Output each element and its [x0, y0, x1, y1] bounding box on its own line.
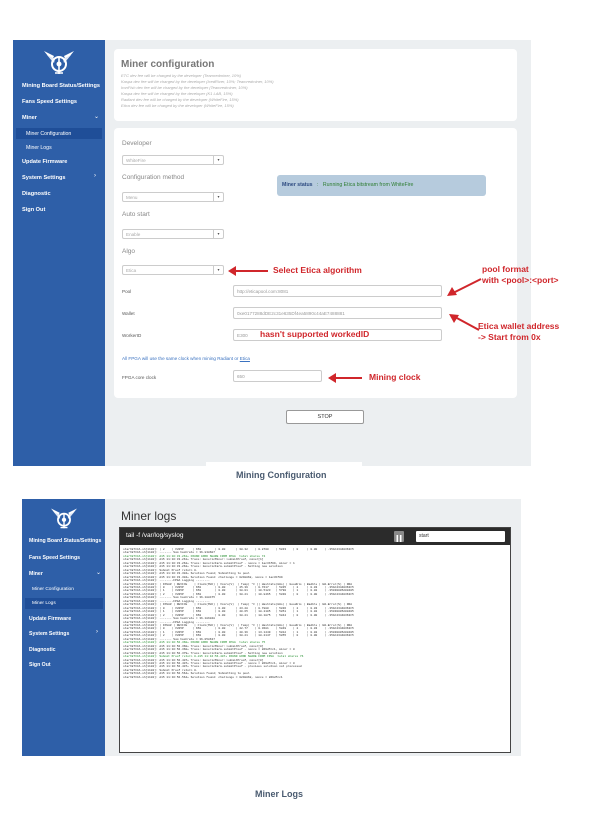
- miner-status-box: [277, 175, 486, 196]
- sidebar-item-mining-board[interactable]: Mining Board Status/Settings: [29, 538, 102, 544]
- dropdown-arrow-icon: ▾: [213, 193, 223, 201]
- status-value: Running Etica bitstream from WhiteFire: [322, 182, 414, 188]
- log-line: startETICA.sh[1102]: d15 11:16:56.564+ Solution found: challenge = 0248868, nonce = 869dfcc1: [123, 675, 283, 679]
- fpga-clock-label: FPGA core clock: [122, 375, 157, 380]
- log-line: startETICA.sh[1102]: | 2 | VU35P | 650 | 0.00 | 38.21 | 18.2147 | 5855 | 0 | 0.00 | .35AC43440363C5: [123, 634, 354, 638]
- configuration-method-label: Configuration method: [122, 174, 185, 181]
- fpga-note-text: All FPGA will use the same clock when mining Radiant or: [122, 356, 239, 361]
- log-line: startETICA.sh[1102]: d15 11:16:33.262+ Trace: GenericFarm.submitProof - nonce = 1ac3bf09, miner = 1: [123, 561, 295, 565]
- log-line: startETICA.sh[1102]: d15 11:16:56.360+ FOUND GOOD SHARE FROM FPGA total shares 75: [123, 641, 266, 645]
- log-line: startETICA.sh[1102]: ------- Sum hashrate = 36.838607: [123, 551, 215, 555]
- sidebar-item-miner-configuration[interactable]: Miner Configuration: [26, 131, 72, 137]
- arrow-pool-icon: [447, 276, 483, 298]
- log-line: startETICA.sh[1102]: Submit Proof return 0.: [123, 668, 198, 672]
- log-line: startETICA.sh[1102]: ------- Sum hashrate = 36.058637: [123, 637, 215, 641]
- logo-icon: [49, 505, 79, 531]
- sidebar-item-diagnostic[interactable]: Diagnostic: [29, 647, 56, 653]
- arrow-clock-icon: [328, 371, 362, 385]
- log-line: startETICA.sh[1102]: d15 11:16:33.304+ Solution found; Submitting to pool: [123, 572, 250, 576]
- sidebar-item-diagnostic[interactable]: Diagnostic: [22, 191, 51, 197]
- sidebar: [13, 40, 105, 466]
- log-line: startETICA.sh[1102]: | 1 | VU35P | 650 | 0.00 | 40.65 | 18.2105 | 5851 | 1 | 0.02 | .35030005200405: [123, 610, 354, 614]
- workerid-label: WorkerID: [122, 333, 142, 338]
- pool-input[interactable]: http://eticapool.com:8081: [233, 285, 442, 297]
- log-line: startETICA.sh[1102]: | 2 | VU35P | 650 | 0.00 | 38.21 | 18.1875 | 5844 | 0 | 0.00 | .35AC43440363C5: [123, 613, 354, 617]
- sidebar-item-update-firmware[interactable]: Update Firmware: [22, 159, 68, 165]
- page-title: Miner logs: [121, 509, 177, 523]
- auto-start-select[interactable]: [122, 229, 224, 239]
- dev-fee-note: Kaspa dev fee will be charged by the developer (K1 LAB, 15%): [121, 91, 233, 96]
- log-line: startETICA.sh[1102]: Submit Proof return 0.: [123, 568, 198, 572]
- sidebar-item-system-settings[interactable]: System Settings: [29, 631, 70, 637]
- sidebar-item-system-settings[interactable]: System Settings: [22, 175, 66, 181]
- fpga-clock-note: [122, 356, 250, 361]
- log-line: startETICA.sh[1102]: Submit Proof return 0.d15 11:16:56.407+ FOUND GOOD SHARE FROM FPGA total shares 76: [123, 655, 304, 659]
- log-line: startETICA.sh[1102]: d15 11:16:33.261+ Trace: GenericMiner::submitProof, miner[1]: [123, 558, 264, 562]
- algo-label: Algo: [122, 248, 136, 255]
- log-line: startETICA.sh[1102]: | FPGA# | DEVICE | Clock(MHz) | Vcore(V) | Temp( °C )| Hashrate(GHs) | Goodbls | Badbls | HW-Error(%) | DNA: [123, 582, 352, 586]
- arrow-algo-icon: [228, 264, 268, 278]
- log-line: startETICA.sh[1102]: | 0 | VU35P | 650 | 0.00 | 45.39 | 0.7617 | 5835 | 2 | 0.03 | .35AC43440363C5: [123, 585, 354, 589]
- chevron-down-icon: ⌄: [94, 114, 100, 120]
- console-toolbar: [120, 528, 510, 545]
- annotation-algo: Select Etica algorithm: [273, 265, 362, 275]
- pause-icon[interactable]: [394, 531, 404, 542]
- chevron-down-icon: ⌄: [96, 570, 102, 576]
- sidebar-item-miner[interactable]: Miner: [22, 115, 37, 121]
- logo-icon: [42, 47, 76, 77]
- sidebar-item-update-firmware[interactable]: Update Firmware: [29, 616, 72, 622]
- chevron-right-icon: ›: [96, 629, 98, 635]
- dev-fee-note: Radiant dev fee will be charged by the developer (WhiteFire, 15%): [121, 97, 239, 102]
- log-command: tail -f /var/log/syslog: [126, 532, 184, 539]
- dev-fee-note: Etica dev fee will be charged by the developer (WhiteFire, 15%): [121, 103, 234, 108]
- log-line: startETICA.sh[1102]: | 2 | VU35P | 650 | 0.00 | 38.32 | 0.8700 | 5833 | 0 | 0.00 | .35AC43440363C5: [123, 548, 354, 551]
- dev-fee-note: Kaspa dev fee will be charged by the developer (IcedRiver, 10%; Teamredminer, 10%): [121, 79, 274, 84]
- log-line: startETICA.sh[1102]: d15 11:16:33.261+ FOUND GOOD SHARE FROM FPGA total shares 74: [123, 554, 266, 558]
- sidebar-item-miner-logs[interactable]: Miner Logs: [26, 145, 52, 151]
- log-line: startETICA.sh[1102]: d15 11:16:56.407+ Trace: GenericFarm.submitProof - nonce = 869dfcc1, miner = 0: [123, 661, 295, 665]
- sidebar-item-fans-speed[interactable]: Fans Speed Settings: [22, 99, 78, 105]
- log-line: startETICA.sh[1102]: d15 11:16:56.360+ Trace: GenericFarm.submitProof - nonce = 869dfcc1, miner = 0: [123, 648, 295, 652]
- log-line: startETICA.sh[1102]: d15 11:16:56.360+ Trace: GenericMiner::submitProof, miner[0]: [123, 644, 264, 648]
- log-output: [123, 548, 507, 679]
- auto-start-label: Auto start: [122, 211, 150, 218]
- sidebar-item-sign-out[interactable]: Sign Out: [22, 207, 46, 213]
- annotation-pool-format: pool format with <pool>:<port>: [482, 264, 559, 286]
- wallet-label: Wallet: [122, 311, 135, 316]
- caption-miner-logs: Miner Logs: [255, 789, 304, 799]
- log-console: [119, 527, 511, 753]
- log-line: startETICA.sh[1102]: d15 11:16:56.564+ Solution found; Submitting to pool: [123, 672, 250, 676]
- log-line: startETICA.sh[1102]: | 2 | VU35P | 650 | 0.00 | 38.21 | 10.8465 | 5830 | 0 | 0.00 | .35AC43440363C5: [123, 592, 354, 596]
- annotation-wallet: Etica wallet address -> Start from 0x: [478, 321, 560, 343]
- status-separator: :: [317, 182, 319, 188]
- method-value: Menu: [126, 195, 138, 200]
- annotation-mining-clock: Mining clock: [369, 372, 421, 382]
- dropdown-arrow-icon: ▾: [213, 230, 223, 238]
- log-line: startETICA.sh[1102]: | FPGA# | DEVICE | Clock(MHz) | Vcore(V) | Temp( °C )| Hashrate(GHs) | Goodbls | Badbls | HW-Error(%) | DNA: [123, 623, 352, 627]
- caption-mining-configuration: Mining Configuration: [236, 470, 327, 480]
- wallet-input[interactable]: 0xe0177288dDE2c31e635Df4ea5890c44aE7488881: [233, 307, 442, 319]
- log-line: startETICA.sh[1102]: | 0 | VU35P | 650 | 0.00 | 43.28 | 0.7880 | 5836 | 2 | 0.03 | .35AC43440363C5: [123, 606, 354, 610]
- log-line: startETICA.sh[1102]: ------- Sum hashrate = 36.186048: [123, 617, 215, 621]
- status-label: Miner status: [282, 182, 313, 188]
- autostart-value: Enable: [126, 232, 141, 237]
- sidebar-item-miner-configuration[interactable]: Miner Configuration: [32, 587, 74, 592]
- log-line: startETICA.sh[1102]: --------FPGA Logging --------: [123, 599, 210, 603]
- chevron-right-icon: ›: [94, 173, 96, 179]
- developer-select[interactable]: [122, 155, 224, 165]
- dropdown-arrow-icon: ▾: [213, 266, 223, 274]
- algo-select[interactable]: [122, 265, 224, 275]
- developer-value: WhiteFire: [126, 158, 146, 163]
- developer-label: Developer: [122, 140, 152, 147]
- sidebar-item-miner-logs[interactable]: Miner Logs: [32, 601, 56, 606]
- miner-configuration-screenshot: [13, 40, 531, 466]
- fpga-clock-input[interactable]: 650: [233, 370, 322, 382]
- log-line: startETICA.sh[1102]: | 1 | VU35P | 650 | 0.00 | 38.01 | 10.5123 | 5790 | 1 | 0.02 | .35030005200405: [123, 589, 354, 593]
- configuration-method-select[interactable]: [122, 192, 224, 202]
- log-line: startETICA.sh[1102]: | FPGA# | DEVICE | Clock(MHz) | Vcore(V) | Temp( °C )| Hashrate(GHs) | Goodbls | Badbls | HW-Error(%) | DNA: [123, 603, 352, 607]
- miner-logs-screenshot: [22, 499, 521, 756]
- log-line: startETICA.sh[1102]: d15 11:16:56.407+ Trace: GenericMiner::submitProof, miner[0]: [123, 658, 264, 662]
- sidebar-item-sign-out[interactable]: Sign Out: [29, 662, 51, 668]
- sidebar-item-mining-board[interactable]: Mining Board Status/Settings: [22, 83, 101, 89]
- fpga-note-link[interactable]: Etica: [239, 356, 250, 361]
- log-line: startETICA.sh[1102]: d15 11:16:33.304+ Solution found: challenge = 0248868, nonce = 1ac3bf09: [123, 575, 283, 579]
- sidebar: [22, 499, 105, 756]
- dropdown-arrow-icon: ▾: [213, 156, 223, 164]
- dev-fee-note: ETC dev fee will be charged by the developer (Teamredminer, 10%): [121, 73, 242, 78]
- log-line: startETICA.sh[1102]: | 1 | VU35P | 650 | 0.00 | 40.36 | 13.1449 | 5812 | 1 | 0.02 | .35030005200405: [123, 630, 354, 634]
- log-line: startETICA.sh[1102]: ------- Sum hashrate = 36.188475: [123, 596, 215, 600]
- pool-label: Pool: [122, 289, 132, 294]
- config-header-card: [114, 49, 517, 121]
- algo-value: Etica: [126, 268, 137, 273]
- scroll-edge: [206, 462, 362, 466]
- log-line: startETICA.sh[1102]: d15 11:16:33.262+ Trace: GenericFarm.submitProof - Setting new solution: [123, 565, 283, 569]
- log-line: startETICA.sh[1102]: --------FPGA Logging --------: [123, 579, 210, 583]
- annotation-workerid: hasn't supported workedID: [260, 329, 370, 339]
- sidebar-item-fans-speed[interactable]: Fans Speed Settings: [29, 555, 81, 561]
- log-line: startETICA.sh[1102]: | 0 | VU35P | 650 | 0.00 | 42.77 | 0.3681 | 5849 | 2 | 0.03 | .35AC43440363C5: [123, 627, 354, 631]
- log-line: startETICA.sh[1102]: --------FPGA Logging --------: [123, 620, 210, 624]
- log-filter-input[interactable]: start: [416, 531, 505, 542]
- sidebar-item-miner[interactable]: Miner: [29, 571, 43, 577]
- log-line: startETICA.sh[1102]: d15 11:16:56.379+ Trace: GenericFarm.submitProof - Setting new solution: [123, 651, 283, 655]
- page-title: Miner configuration: [121, 59, 215, 70]
- arrow-wallet-icon: [449, 312, 481, 334]
- log-line: startETICA.sh[1102]: d15 11:16:56.407+ Trace: GenericFarm.submitProof - previous solution not processed: [123, 665, 302, 669]
- config-form-card: [114, 128, 517, 398]
- stop-button[interactable]: STOP: [286, 410, 364, 424]
- workerid-input[interactable]: E300: [233, 329, 442, 341]
- dev-fee-note: IronFish dev fee will be charged by the developer (Teamredminer, 10%): [121, 85, 248, 90]
